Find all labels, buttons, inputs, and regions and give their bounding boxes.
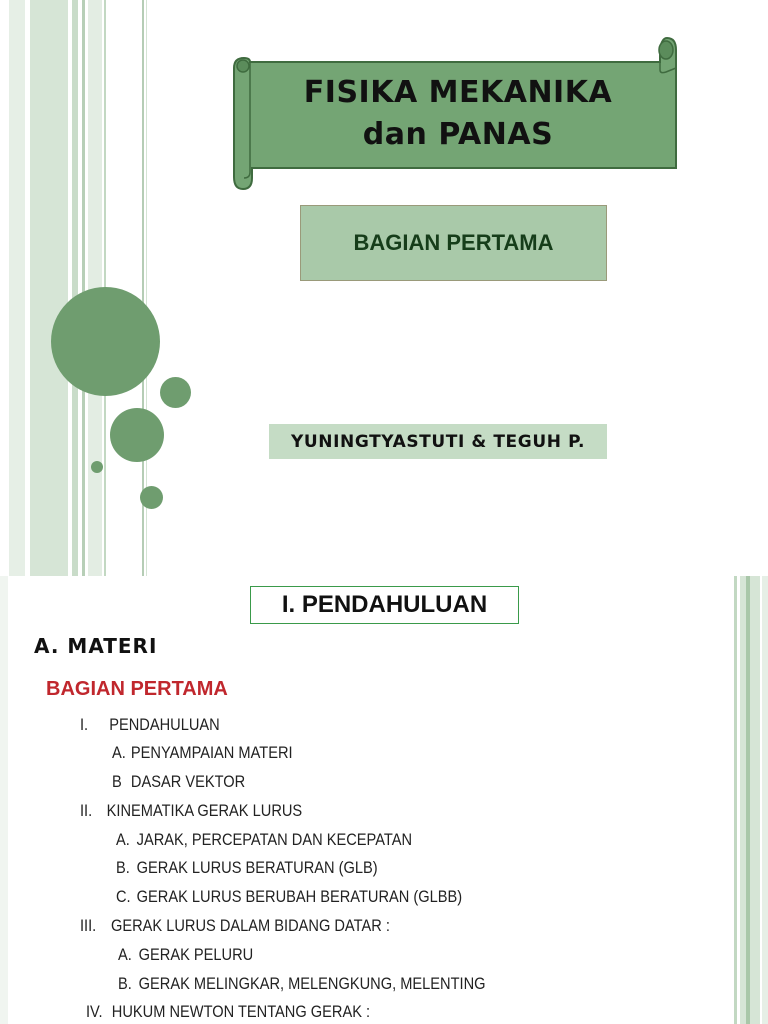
decor-stripe <box>762 576 768 1024</box>
decor-circle <box>91 461 103 473</box>
decor-circle <box>160 377 191 408</box>
item-text: GERAK PELURU <box>138 945 254 964</box>
heading: A. MATERI <box>34 634 158 658</box>
decor-stripe <box>740 576 760 1024</box>
list-item <box>86 1002 370 1022</box>
item-text: GERAK LURUS DALAM BIDANG DATAR : <box>110 916 390 935</box>
list-item <box>118 945 253 965</box>
title-line-1: FISIKA MEKANIKA <box>303 75 613 110</box>
item-text: PENDAHULUAN <box>109 715 220 734</box>
list-item <box>118 974 486 994</box>
decor-circle <box>110 408 164 462</box>
title <box>248 72 668 156</box>
content-slide <box>0 576 768 1024</box>
decor-stripe <box>0 576 8 1024</box>
title-line-2: dan PANAS <box>362 117 554 152</box>
decor-stripe <box>9 0 25 576</box>
item-number: B. <box>116 858 130 877</box>
item-text: PENYAMPAIAN MATERI <box>130 743 293 762</box>
authors-box <box>269 424 607 459</box>
item-number: I. <box>80 715 89 734</box>
decor-stripe <box>734 576 737 1024</box>
list-item <box>116 887 462 907</box>
list-item <box>112 772 245 792</box>
list-item <box>80 916 390 936</box>
decor-stripe <box>30 0 68 576</box>
part-label: BAGIAN PERTAMA <box>353 230 554 255</box>
item-number: A. <box>116 830 130 849</box>
item-text: KINEMATIKA GERAK LURUS <box>106 801 303 820</box>
item-number: II. <box>80 801 93 820</box>
item-text: GERAK LURUS BERATURAN (GLB) <box>136 858 378 877</box>
item-number: C. <box>116 887 131 906</box>
item-number: IV. <box>86 1002 103 1021</box>
item-text: HUKUM NEWTON TENTANG GERAK : <box>111 1002 371 1021</box>
item-number: A. <box>112 743 126 762</box>
authors: YUNINGTYASTUTI & TEGUH P. <box>290 431 586 452</box>
part-label: BAGIAN PERTAMA <box>46 678 228 700</box>
item-text: DASAR VEKTOR <box>130 772 246 791</box>
decor-stripe <box>82 0 85 576</box>
list-item <box>80 715 220 735</box>
item-text: JARAK, PERCEPATAN DAN KECEPATAN <box>136 830 413 849</box>
item-number: III. <box>80 916 97 935</box>
decor-stripe <box>72 0 78 576</box>
item-number: B. <box>118 974 132 993</box>
part-label-box <box>300 205 607 281</box>
item-number: A. <box>118 945 132 964</box>
list-item <box>116 858 378 878</box>
list-item <box>116 830 412 850</box>
item-text: GERAK MELINGKAR, MELENGKUNG, MELENTING <box>138 974 486 993</box>
decor-circle <box>140 486 163 509</box>
section-title: I. PENDAHULUAN <box>281 591 488 618</box>
item-number: B <box>112 772 122 791</box>
decor-circle <box>51 287 160 396</box>
section-title-box <box>250 586 519 624</box>
decor-stripe <box>746 576 750 1024</box>
item-text: GERAK LURUS BERUBAH BERATURAN (GLBB) <box>136 887 463 906</box>
list-item <box>112 743 293 763</box>
list-item <box>80 801 302 821</box>
